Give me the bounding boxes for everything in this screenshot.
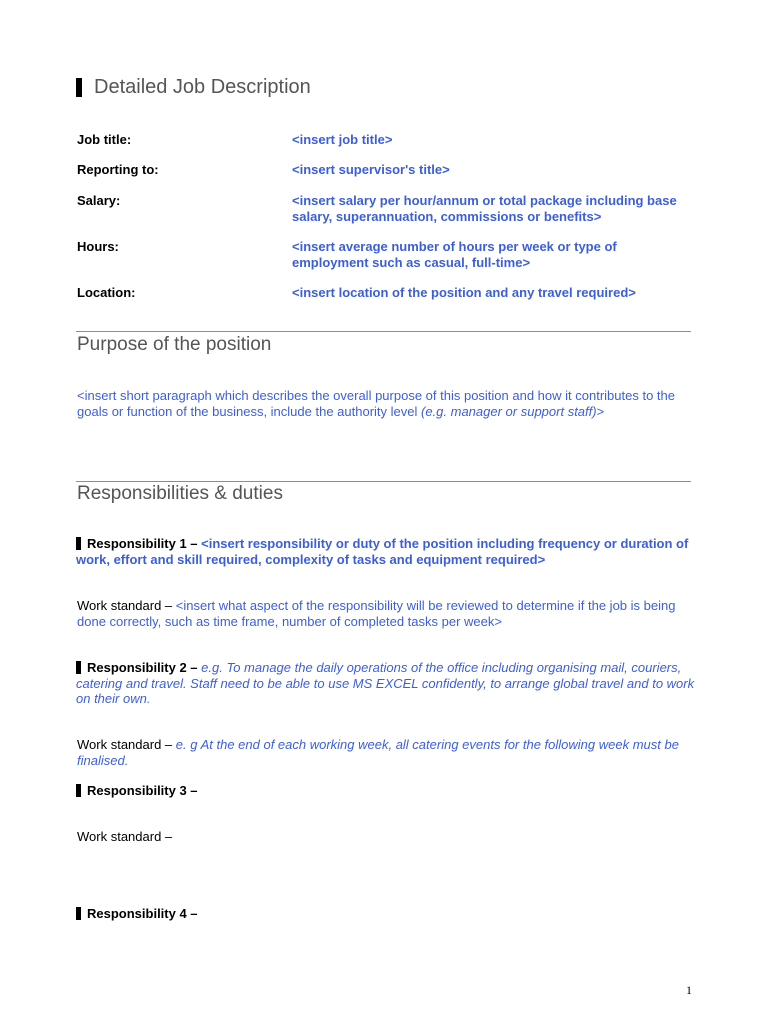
field-value: <insert location of the position and any travel required> <box>292 285 636 300</box>
purpose-text: <insert short paragraph which describes the overall purpose of this position and how it contributes to the goals or function of the business, include the authority level <box>77 388 675 419</box>
responsibility-marker <box>76 661 81 674</box>
responsibility-3 <box>76 783 698 799</box>
work-standard-3 <box>77 829 697 845</box>
page-number: 1 <box>686 983 692 997</box>
purpose-paragraph <box>77 388 697 419</box>
responsibility-label: Responsibility 3 – <box>87 783 198 798</box>
field-label: Salary: <box>77 193 121 208</box>
work-standard-label: Work standard – <box>77 829 173 844</box>
work-standard-2 <box>77 737 697 768</box>
responsibility-label: Responsibility 4 – <box>87 906 198 921</box>
responsibility-4 <box>76 906 698 922</box>
field-label: Reporting to: <box>77 162 159 177</box>
field-value: <insert salary per hour/annum or total package including base salary, superannuation, commissions or benefits> <box>292 193 677 224</box>
work-standard-text: e. g At the end of each working week, all catering events for the following week must be finalised. <box>77 737 679 768</box>
work-standard-label: Work standard – <box>77 737 176 752</box>
work-standard-text: <insert what aspect of the responsibility will be reviewed to determine if the job is being done correctly, such as time frame, number of completed tasks per week> <box>77 598 676 629</box>
responsibility-label: Responsibility 2 – <box>87 660 202 675</box>
field-label: Location: <box>77 285 136 300</box>
purpose-text-end: > <box>596 403 605 419</box>
field-label: Job title: <box>77 132 132 147</box>
document-title-text: Detailed Job Description <box>94 76 311 98</box>
responsibility-marker <box>76 537 81 550</box>
responsibility-detail: <insert responsibility or duty of the position including frequency or duration of work, effort and skill required, complexity of tasks and equipment required> <box>76 536 689 567</box>
responsibilities-heading: Responsibilities & duties <box>77 483 283 504</box>
field-label: Hours: <box>77 239 119 254</box>
field-value: <insert supervisor's title> <box>292 162 450 177</box>
section-divider <box>76 331 691 332</box>
responsibility-detail: e.g. To manage the daily operations of the office including organising mail, couriers, catering and travel. Staff need to be able to use MS EXCEL confidently, to arrange global travel and to work on their own. <box>76 660 695 706</box>
responsibility-marker <box>76 907 81 920</box>
document-title <box>76 76 311 99</box>
purpose-text-italic: (e.g. manager or support staff) <box>421 403 597 419</box>
field-value: <insert job title> <box>292 132 393 147</box>
field-value: <insert average number of hours per week or type of employment such as casual, full-time> <box>292 239 617 270</box>
title-marker <box>76 78 82 97</box>
responsibility-2 <box>76 660 698 707</box>
work-standard-label: Work standard – <box>77 598 176 613</box>
responsibility-1 <box>76 536 698 567</box>
purpose-heading: Purpose of the position <box>77 334 272 355</box>
section-divider <box>76 481 691 482</box>
responsibility-marker <box>76 784 81 797</box>
work-standard-1 <box>77 598 697 629</box>
responsibility-label: Responsibility 1 – <box>87 536 202 551</box>
